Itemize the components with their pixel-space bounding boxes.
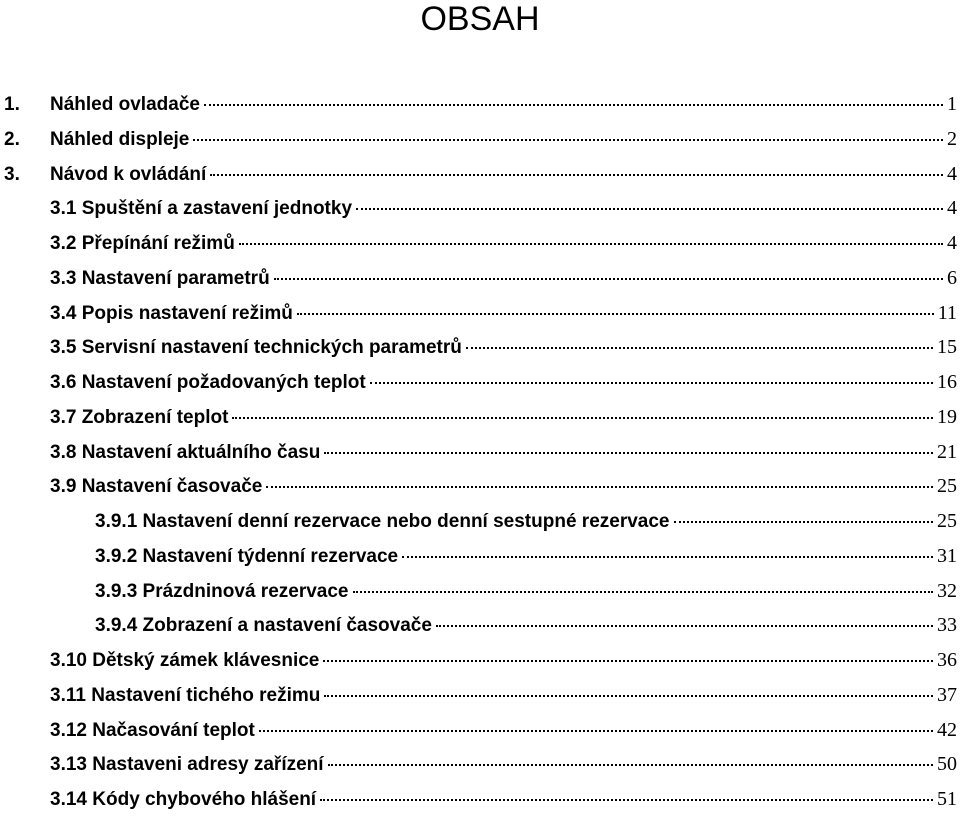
toc-entry-page-number: 4	[947, 232, 957, 254]
toc-entry[interactable]	[0, 507, 960, 542]
dot-leader	[370, 382, 933, 384]
toc-entry-page-number: 19	[937, 405, 957, 428]
toc-entry[interactable]	[0, 229, 960, 264]
toc-entry[interactable]	[0, 577, 960, 612]
dot-leader	[239, 243, 943, 245]
toc-entry-page-number: 36	[937, 649, 957, 671]
toc-entry[interactable]	[0, 368, 960, 403]
toc-entry-title: Přepínání režimů	[81, 233, 235, 254]
toc-entry-page-number: 2	[947, 127, 957, 150]
toc-entry-number: 3.2	[50, 233, 77, 254]
toc-entry-title: Nastavení parametrů	[81, 267, 270, 289]
toc-entry-page-number: 4	[947, 162, 957, 185]
dot-leader	[204, 104, 943, 106]
toc-entry-page-number: 33	[937, 614, 957, 637]
toc-entry[interactable]	[0, 299, 960, 334]
dot-leader	[466, 347, 933, 349]
toc-entry-page-number: 37	[937, 683, 957, 706]
toc-entry-number: 3.	[4, 163, 20, 185]
toc-entry[interactable]	[0, 438, 960, 473]
toc-entry-title: Zobrazení a nastavení časovače	[142, 615, 432, 637]
toc-entry-number: 3.9.2	[95, 545, 138, 567]
dot-leader	[356, 208, 943, 210]
toc-entry-page-number: 21	[937, 440, 957, 463]
toc-entry[interactable]	[0, 785, 960, 820]
toc-entry-number: 3.6	[50, 372, 77, 393]
toc-entry-number: 3.1	[50, 198, 77, 220]
table-of-contents	[0, 90, 960, 820]
dot-leader	[210, 174, 943, 176]
toc-entry[interactable]	[0, 333, 960, 368]
toc-entry[interactable]	[0, 681, 960, 716]
toc-entry-number: 1.	[4, 94, 20, 115]
toc-entry-number: 3.9.3	[95, 580, 138, 602]
toc-entry[interactable]	[0, 90, 960, 125]
toc-entry-number: 3.14	[50, 789, 87, 810]
toc-entry-title: Nastavení týdenní rezervace	[142, 545, 399, 567]
dot-leader	[232, 417, 933, 419]
toc-entry-number: 3.5	[50, 337, 77, 359]
toc-entry-number: 3.4	[50, 302, 77, 324]
toc-entry[interactable]	[0, 125, 960, 160]
toc-entry-number: 3.7	[50, 406, 77, 428]
toc-entry-title: Kódy chybového hlášení	[92, 789, 317, 810]
toc-entry-title: Zobrazení teplot	[81, 406, 229, 428]
toc-entry-number: 3.10	[50, 650, 87, 671]
toc-entry-page-number: 32	[937, 579, 957, 602]
toc-entry-page-number: 15	[937, 336, 957, 359]
dot-leader	[436, 625, 933, 627]
toc-entry-number: 3.9	[50, 476, 77, 498]
toc-entry-number: 3.11	[50, 684, 86, 706]
toc-entry[interactable]	[0, 403, 960, 438]
toc-entry[interactable]	[0, 646, 960, 681]
toc-entry-number: 3.8	[50, 441, 77, 463]
toc-entry[interactable]	[0, 542, 960, 577]
toc-entry-title: Nastavení aktuálního času	[81, 441, 321, 463]
toc-entry-page-number: 51	[937, 788, 957, 810]
toc-entry-number: 3.3	[50, 267, 77, 289]
toc-entry-title: Prázdninová rezervace	[142, 580, 349, 602]
toc-entry-title: Návod k ovládání	[50, 163, 207, 185]
toc-entry-number: 3.13	[50, 754, 87, 776]
dot-leader	[402, 556, 933, 558]
toc-entry-page-number: 25	[937, 510, 957, 532]
toc-entry-page-number: 25	[937, 475, 957, 498]
toc-entry-number: 3.9.4	[95, 615, 138, 637]
toc-entry-number: 2.	[4, 128, 20, 150]
toc-entry[interactable]	[0, 160, 960, 195]
toc-entry[interactable]	[0, 716, 960, 751]
toc-entry-page-number: 6	[947, 266, 957, 289]
dot-leader	[353, 591, 934, 593]
toc-entry-title: Náhled ovladače	[50, 94, 200, 115]
dot-leader	[320, 799, 933, 801]
toc-entry-title: Spuštění a zastavení jednotky	[81, 198, 353, 220]
toc-entry-title: Nastavení denní rezervace nebo denní sestupné rezervace	[142, 511, 670, 532]
dot-leader	[193, 139, 943, 141]
toc-entry-page-number: 4	[947, 197, 957, 220]
toc-entry-title: Náhled displeje	[50, 128, 190, 150]
dot-leader	[323, 660, 933, 662]
dot-leader	[324, 452, 933, 454]
toc-entry[interactable]	[0, 611, 960, 646]
toc-entry-title: Nastaveni adresy zařízení	[92, 754, 324, 776]
toc-entry-page-number: 1	[947, 93, 957, 115]
toc-entry[interactable]	[0, 264, 960, 299]
dot-leader	[297, 313, 934, 315]
toc-entry-page-number: 31	[937, 544, 957, 567]
toc-entry[interactable]	[0, 472, 960, 507]
toc-entry-number: 3.12	[50, 719, 87, 741]
dot-leader	[674, 521, 934, 523]
dot-leader	[274, 278, 943, 280]
dot-leader	[324, 695, 933, 697]
toc-entry[interactable]	[0, 750, 960, 785]
toc-entry-title: Nastavení tichého režimu	[91, 684, 321, 706]
toc-entry-number: 3.9.1	[95, 511, 138, 532]
toc-entry-title: Nastavení časovače	[81, 476, 263, 498]
toc-entry-page-number: 11	[937, 301, 957, 324]
toc-entry-title: Načasování teplot	[92, 719, 255, 741]
toc-entry-title: Nastavení požadovaných teplot	[81, 372, 366, 393]
toc-entry-title: Popis nastavení režimů	[81, 302, 293, 324]
dot-leader	[328, 764, 933, 766]
toc-entry-page-number: 50	[937, 753, 957, 776]
toc-entry-page-number: 16	[937, 371, 957, 393]
page-title: OBSAH	[420, 0, 540, 38]
toc-entry-page-number: 42	[937, 718, 957, 741]
dot-leader	[259, 730, 933, 732]
toc-entry[interactable]	[0, 194, 960, 229]
dot-leader	[266, 486, 933, 488]
toc-entry-title: Servisní nastavení technických parametrů	[81, 337, 462, 359]
toc-entry-title: Dětský zámek klávesnice	[92, 650, 320, 671]
